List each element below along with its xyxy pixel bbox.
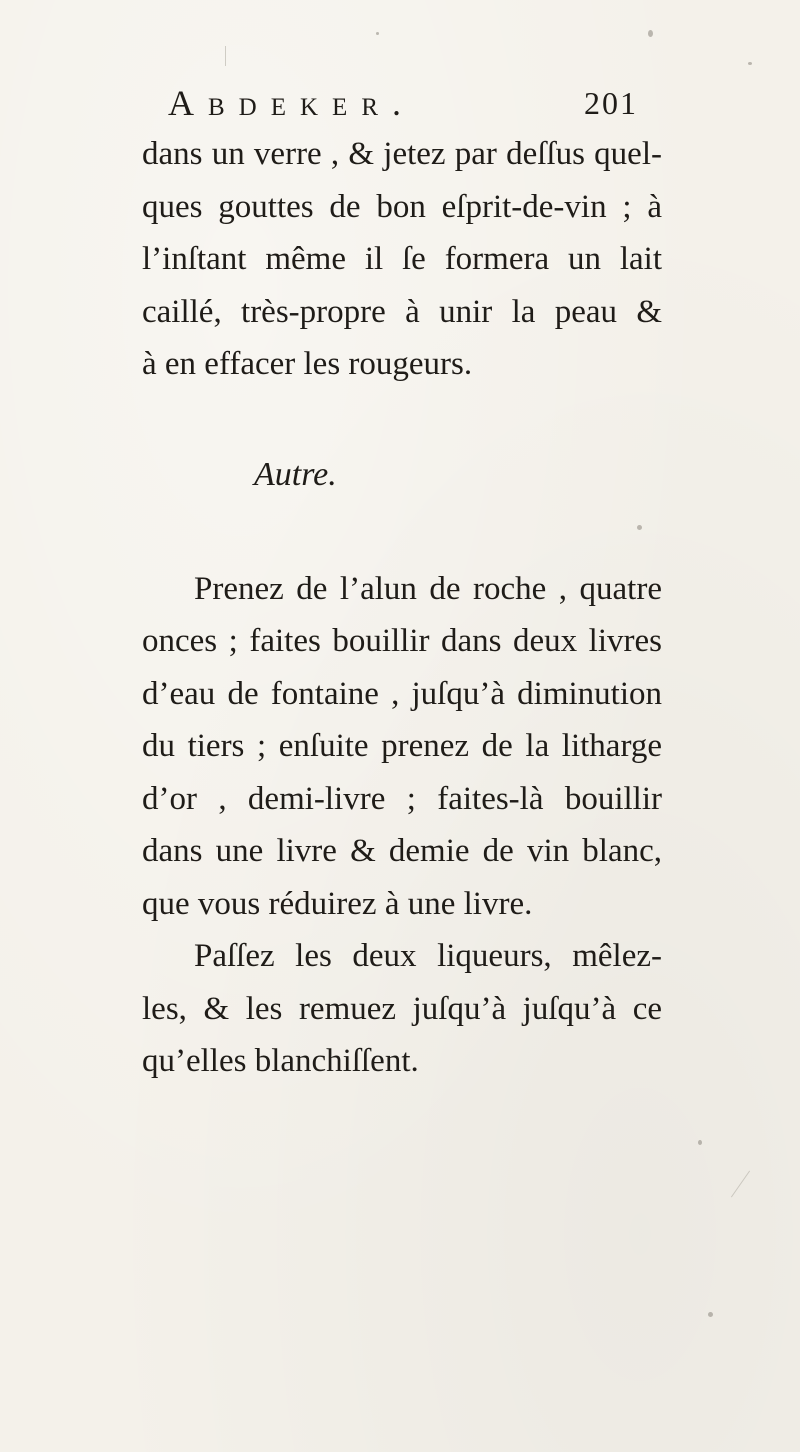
paper-mark: [225, 46, 226, 66]
paper-speck: [748, 62, 752, 65]
text-line: les, & les remuez juſqu’à juſqu’à ce: [142, 990, 662, 1027]
text-line: l’inſtant même il ſe formera un lait: [142, 241, 662, 277]
text-line: à en effacer les rougeurs.: [142, 346, 473, 382]
text-line: du tiers ; enſuite prenez de la litharge: [142, 728, 662, 764]
text-line: d’or , demi-livre ; faites-là bouillir: [142, 780, 662, 817]
text-line: d’eau de fontaine , juſqu’à diminution: [142, 675, 662, 712]
text-line: caillé, très-propre à unir la peau &: [142, 293, 662, 330]
section-subheading: Autre.: [254, 455, 337, 493]
paper-speck: [708, 1312, 713, 1317]
spacer: [142, 391, 662, 449]
text-line: Paſſez les deux liqueurs, mêlez-: [194, 938, 662, 974]
text-line: que vous réduirez à une livre.: [142, 885, 533, 922]
paragraph-3: [142, 930, 662, 1088]
text-line: qu’elles blanchiſſent.: [142, 1043, 419, 1079]
paper-speck: [648, 30, 653, 37]
paper-speck: [698, 1140, 702, 1145]
text-line: dans un verre , & jetez par deſſus quel-: [142, 136, 662, 172]
page-number: 201: [584, 85, 638, 121]
paper-speck: [376, 32, 379, 35]
paper-mark: [731, 1171, 750, 1198]
page-header: [168, 78, 638, 128]
text-line: dans une livre & demie de vin blanc,: [142, 833, 662, 869]
text-line: ques gouttes de bon eſprit-de-vin ; à: [142, 188, 662, 225]
paragraph-1: [142, 128, 662, 391]
text-line: onces ; faites bouillir dans deux livres: [142, 623, 662, 659]
body-text: [142, 128, 662, 1088]
text-line: Prenez de l’alun de roche , quatre: [194, 570, 662, 607]
paragraph-2: [142, 563, 662, 931]
running-head: Abdeker.: [168, 83, 415, 123]
